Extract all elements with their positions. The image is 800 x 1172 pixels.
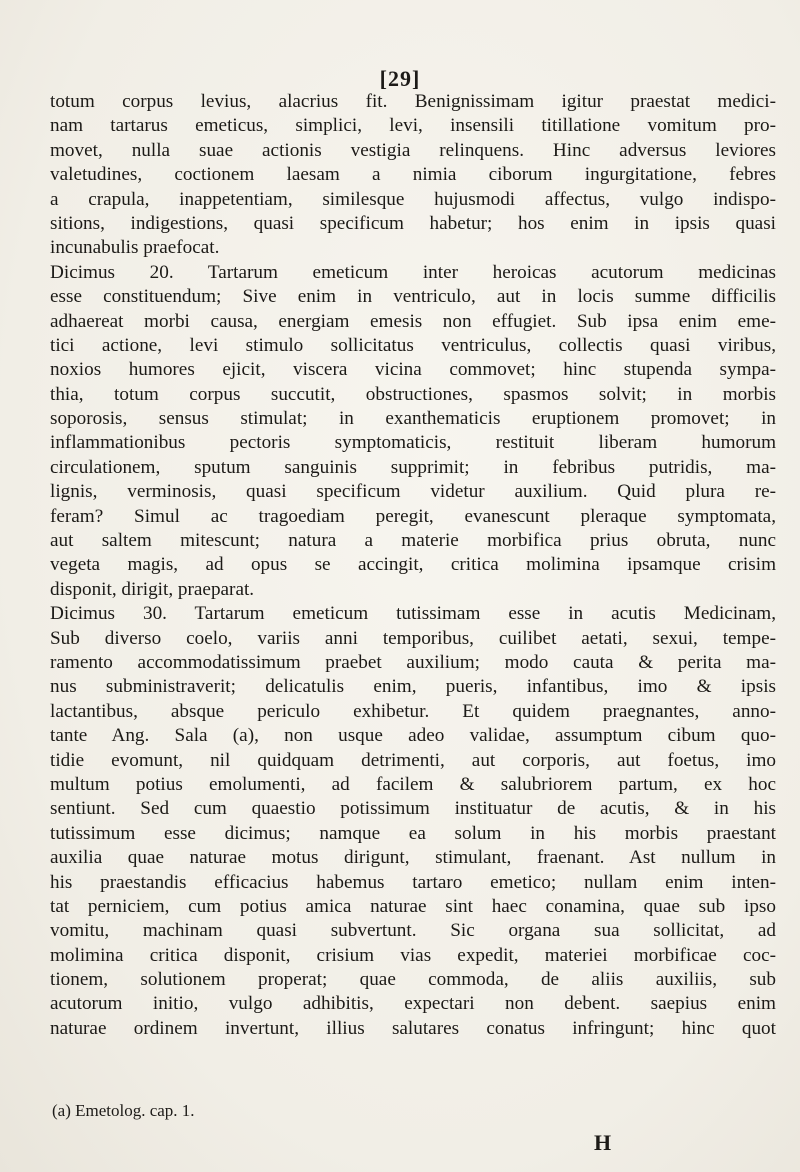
text-line: ramento accommodatissimum praebet auxilium; modo cauta & perita ma- (50, 651, 776, 673)
text-line: nam tartarus emeticus, simplici, levi, insensili titillatione vomitum pro- (50, 115, 776, 137)
text-line: nus subministraverit; delicatulis enim, pueris, infantibus, imo & ipsis (50, 676, 776, 698)
text-line: incunabulis praefocat. (50, 237, 220, 259)
text-line: sitions, indigestions, quasi specificum habetur; hos enim in ipsis quasi (50, 212, 776, 234)
text-line: auxilia quae naturae motus dirigunt, stimulant, fraenant. Ast nullum in (50, 847, 776, 869)
text-line: vomitu, machinam quasi subvertunt. Sic organa sua sollicitat, ad (50, 920, 776, 942)
text-line: lignis, verminosis, quasi specificum videtur auxilium. Quid plura re- (50, 481, 776, 503)
text-line: molimina critica disponit, crisium vias expedit, materiei morbificae coc- (50, 944, 776, 966)
text-line: Dicimus 30. Tartarum emeticum tutissimam esse in acutis Medicinam, (50, 603, 776, 625)
text-line: acutorum initio, vulgo adhibitis, expectari non debent. saepius enim (50, 993, 776, 1015)
text-line: naturae ordinem invertunt, illius salutares conatus infringunt; hinc quot (50, 1017, 776, 1039)
text-line: lactantibus, absque periculo exhibetur. Et quidem praegnantes, anno- (50, 700, 776, 722)
text-line: circulationem, sputum sanguinis supprimit; in febribus putridis, ma- (50, 456, 776, 478)
body-text (50, 90, 776, 1041)
text-line: adhaereat morbi causa, energiam emesis non effugiet. Sub ipsa enim eme- (50, 310, 776, 332)
text-line: tat perniciem, cum potius amica naturae sint haec conamina, quae sub ipso (50, 895, 776, 917)
text-line: his praestandis efficacius habemus tartaro emetico; nullam enim inten- (50, 871, 776, 893)
text-line: tionem, solutionem properat; quae commoda, de aliis auxiliis, sub (50, 969, 776, 991)
text-line: sentiunt. Sed cum quaestio potissimum instituatur de acutis, & in his (50, 798, 776, 820)
text-line: inflammationibus pectoris symptomaticis, restituit liberam humorum (50, 432, 776, 454)
text-line: totum corpus levius, alacrius fit. Benignissimam igitur praestat medici- (50, 91, 776, 112)
text-line: thia, totum corpus succutit, obstructiones, spasmos solvit; in morbis (50, 383, 776, 405)
text-line: a crapula, inappetentiam, similesque hujusmodi affectus, vulgo indispo- (50, 188, 776, 210)
text-line: feram? Simul ac tragoediam peregit, evanescunt pleraque symptomata, (50, 505, 776, 527)
text-line: tici actione, levi stimulo sollicitatus ventriculus, collectis quasi viribus, (50, 334, 776, 356)
text-line: movet, nulla suae actionis vestigia relinquens. Hinc adversus leviores (50, 139, 776, 161)
text-line: tidie evomunt, nil quidquam detrimenti, aut corporis, aut foetus, imo (50, 749, 776, 771)
text-line: vegeta magis, ad opus se accingit, critica molimina ipsamque crisim (50, 554, 776, 576)
text-line: valetudines, coctionem laesam a nimia ciborum ingurgitatione, febres (50, 164, 776, 186)
page-number: [29] (379, 66, 421, 91)
text-line: tutissimum esse dicimus; namque ea solum in his morbis praestant (50, 822, 776, 844)
footnote: (a) Emetolog. cap. 1. (52, 1101, 195, 1120)
text-line: Dicimus 20. Tartarum emeticum inter heroicas acutorum medicinas (50, 261, 776, 283)
text-line: esse constituendum; Sive enim in ventriculo, aut in locis summe difficilis (50, 286, 776, 308)
text-line: tante Ang. Sala (a), non usque adeo validae, assumptum cibum quo- (50, 725, 776, 747)
text-line: aut saltem mitescunt; natura a materie morbifica prius obruta, nunc (50, 530, 776, 552)
text-line: soporosis, sensus stimulat; in exanthematicis eruptionem promovet; in (50, 408, 776, 430)
text-line: noxios humores ejicit, viscera vicina commovet; hinc stupenda sympa- (50, 359, 776, 381)
catchword: H (594, 1130, 612, 1155)
text-line: multum potius emolumenti, ad facilem & salubriorem partum, ex hoc (50, 773, 776, 795)
text-line: disponit, dirigit, praeparat. (50, 578, 255, 600)
text-line: Sub diverso coelo, variis anni temporibus, cuilibet aetati, sexui, tempe- (50, 627, 776, 649)
